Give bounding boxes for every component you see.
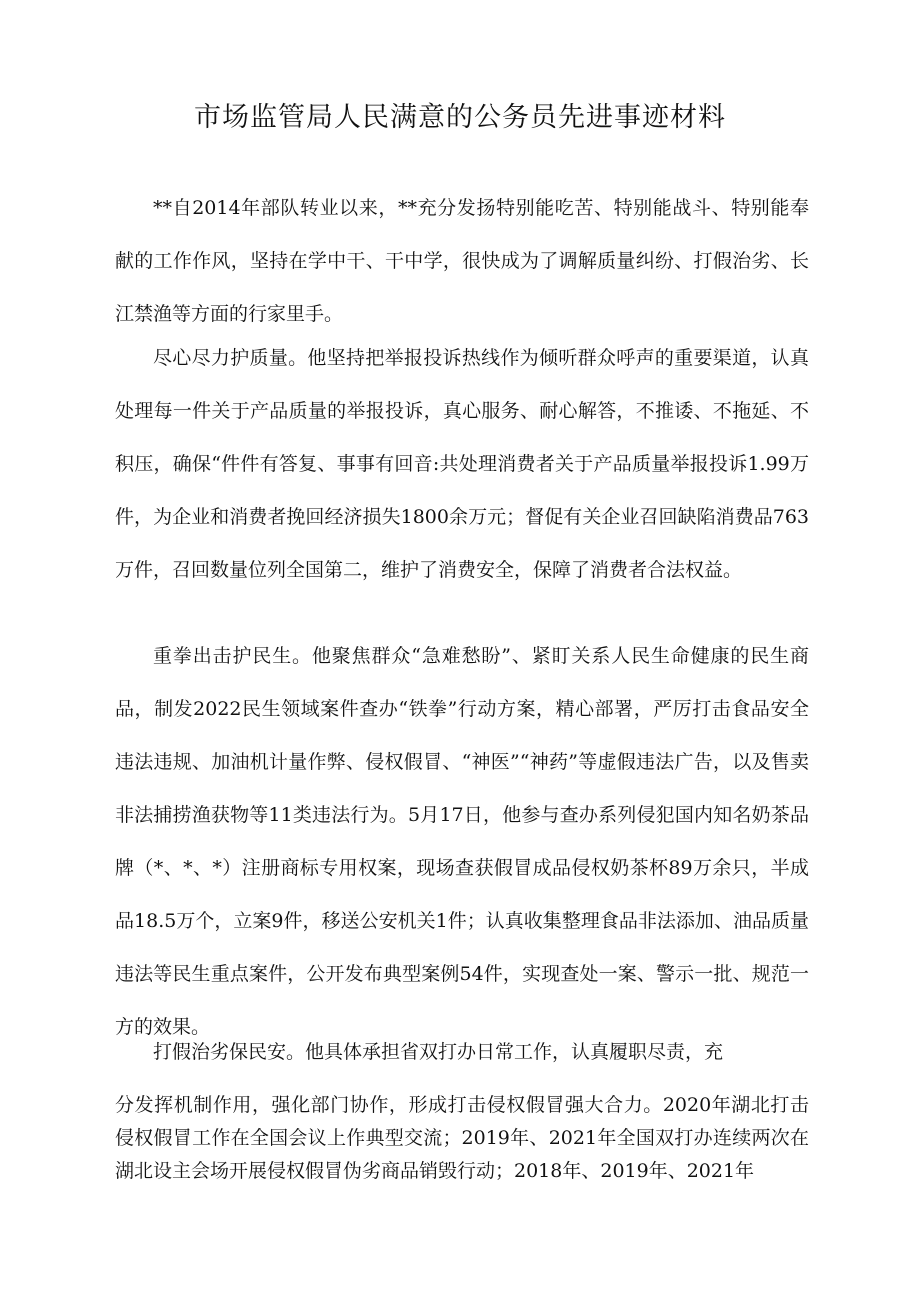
paragraph-intro: **自2014年部队转业以来，**充分发扬特别能吃苦、特别能战斗、特别能奉献的工作作风，坚持在学中干、干中学，很快成为了调解质量纠纷、打假治劣、长江禁渔等方面的行家里手。: [115, 197, 809, 325]
document-title: 市场监管局人民满意的公务员先进事迹材料: [194, 102, 726, 133]
paragraph-anti-counterfeit: [115, 1037, 809, 1188]
paragraph-anti-counterfeit-first-line: 打假治劣保民安。他具体承担省双打办日常工作，认真履职尽责，充: [153, 1041, 724, 1063]
paragraph-anti-counterfeit-continuation: 分发挥机制作用，强化部门协作，形成打击侵权假冒强大合力。2020年湖北打击侵权假冒工作在全国会议上作典型交流；2019年、2021年全国双打办连续两次在湖北设主会场开展侵权假冒伪劣商品销毁行动；2018年、2019年、2021年: [115, 1094, 809, 1182]
paragraph-quality: 尽心尽力护质量。他坚持把举报投诉热线作为倾听群众呼声的重要渠道，认真处理每一件关于产品质量的举报投诉，真心服务、耐心解答，不推诿、不拖延、不积压，确保“件件有答复、事事有回音:共处理消费者关于产品质量举报投诉1.99万件，为企业和消费者挽回经济损失1800余万元；督促有关企业召回缺陷消费品763万件，召回数量位列全国第二，维护了消费安全，保障了消费者合法权益。: [115, 347, 809, 581]
paragraph-livelihood: 重拳出击护民生。他聚焦群众“急难愁盼”、紧盯关系人民生命健康的民生商品，制发2022民生领域案件查办“铁拳”行动方案，精心部署，严厉打击食品安全违法违规、加油机计量作弊、侵权假冒、“神医”“神药”等虚假违法广告，以及售卖非法捕捞渔获物等11类违法行为。5月17日，他参与查办系列侵犯国内知名奶茶品牌（*、*、*）注册商标专用权案，现场查获假冒成品侵权奶茶杯89万余只，半成品18.5万个，立案9件，移送公安机关1件；认真收集整理食品非法添加、油品质量违法等民生重点案件，公开发布典型案例54件，实现查处一案、警示一批、规范一方的效果。: [115, 645, 809, 1038]
